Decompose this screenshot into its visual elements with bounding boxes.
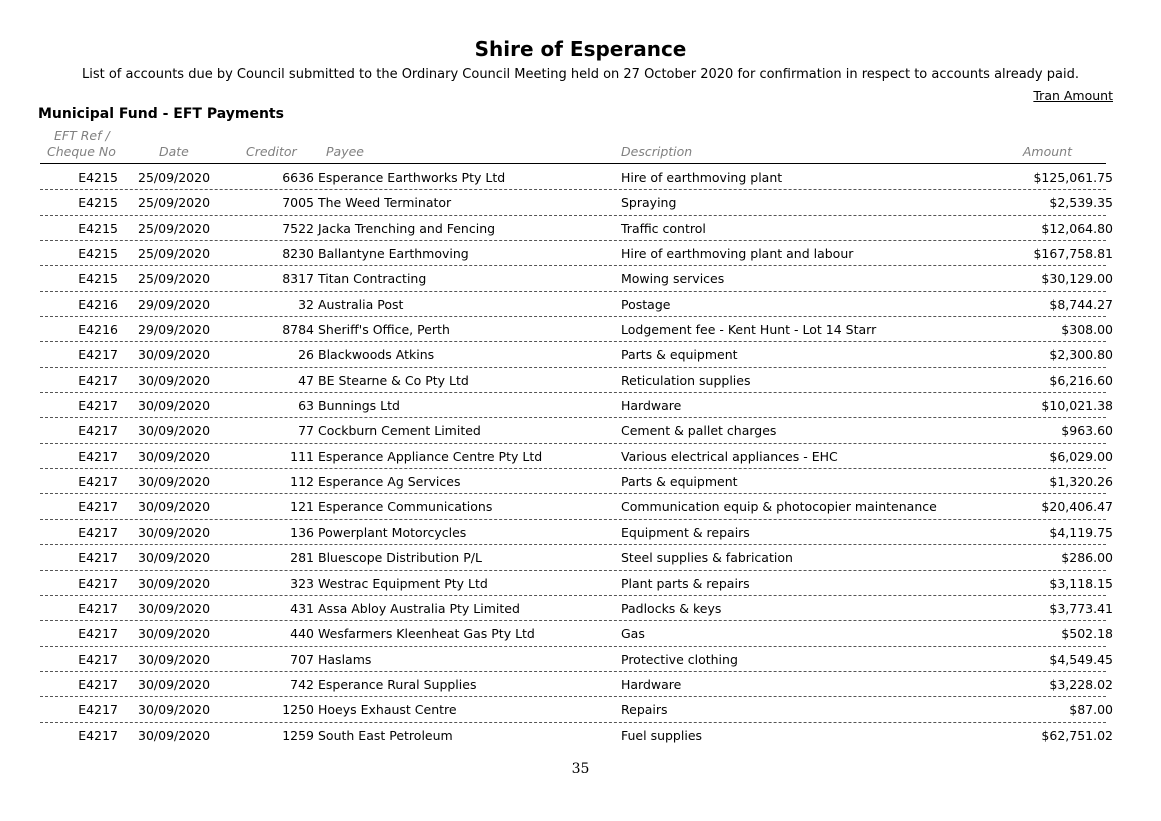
cell-amount: $30,129.00 bbox=[1041, 271, 1113, 287]
cell-eft-ref: E4217 bbox=[78, 499, 118, 515]
document-title: Shire of Esperance bbox=[474, 37, 687, 61]
cell-date: 25/09/2020 bbox=[138, 170, 211, 185]
cell-description: Reticulation supplies bbox=[621, 372, 751, 388]
cell-date: 30/09/2020 bbox=[138, 626, 211, 642]
table-row bbox=[0, 697, 1161, 722]
cell-description: Hire of earthmoving plant bbox=[621, 170, 783, 185]
column-header-creditor: Creditor bbox=[246, 144, 297, 159]
cell-payee: Powerplant Motorcycles bbox=[318, 524, 467, 540]
cell-payee: Esperance Ag Services bbox=[318, 474, 461, 490]
cell-description: Postage bbox=[621, 296, 671, 312]
table-row bbox=[0, 317, 1161, 342]
table-row bbox=[0, 190, 1161, 215]
cell-amount: $6,029.00 bbox=[1049, 448, 1113, 464]
cell-creditor: 1250 bbox=[282, 702, 314, 718]
cell-eft-ref: E4217 bbox=[78, 347, 118, 363]
cell-amount: $308.00 bbox=[1061, 322, 1113, 338]
cell-description: Plant parts & repairs bbox=[621, 575, 750, 591]
column-header-ref-line2: Cheque No bbox=[47, 144, 116, 159]
cell-payee: Esperance Earthworks Pty Ltd bbox=[318, 170, 506, 185]
cell-description: Repairs bbox=[621, 702, 668, 718]
cell-creditor: 707 bbox=[290, 651, 314, 667]
cell-date: 29/09/2020 bbox=[138, 296, 211, 312]
cell-eft-ref: E4217 bbox=[78, 651, 118, 667]
cell-creditor: 323 bbox=[290, 575, 314, 591]
cell-creditor: 8784 bbox=[282, 322, 314, 338]
table-row bbox=[0, 571, 1161, 596]
payments-table bbox=[0, 165, 1161, 748]
cell-description: Lodgement fee - Kent Hunt - Lot 14 Starr bbox=[621, 322, 877, 338]
cell-eft-ref: E4217 bbox=[78, 448, 118, 464]
cell-payee: Bluescope Distribution P/L bbox=[318, 550, 482, 566]
document-subtitle: List of accounts due by Council submitted to the Ordinary Council Meeting held on 27 October 2020 for confirmation in respect to accounts already paid. bbox=[82, 67, 1079, 82]
cell-description: Hardware bbox=[621, 676, 682, 692]
cell-creditor: 1259 bbox=[282, 727, 314, 743]
cell-payee: Esperance Communications bbox=[318, 499, 493, 515]
table-row bbox=[0, 444, 1161, 469]
cell-amount: $125,061.75 bbox=[1033, 170, 1113, 185]
cell-amount: $502.18 bbox=[1061, 626, 1113, 642]
cell-eft-ref: E4215 bbox=[78, 271, 118, 287]
cell-creditor: 8317 bbox=[282, 271, 314, 287]
column-header-ref-line1: EFT Ref / bbox=[54, 128, 110, 143]
cell-payee: Bunnings Ltd bbox=[318, 398, 400, 414]
table-row bbox=[0, 494, 1161, 519]
cell-description: Fuel supplies bbox=[621, 727, 703, 743]
cell-eft-ref: E4215 bbox=[78, 170, 118, 185]
cell-description: Parts & equipment bbox=[621, 347, 738, 363]
cell-amount: $286.00 bbox=[1061, 550, 1113, 566]
cell-payee: Jacka Trenching and Fencing bbox=[318, 220, 496, 236]
cell-creditor: 6636 bbox=[282, 170, 314, 185]
cell-date: 30/09/2020 bbox=[138, 550, 211, 566]
cell-payee: BE Stearne & Co Pty Ltd bbox=[318, 372, 469, 388]
table-row bbox=[0, 292, 1161, 317]
cell-amount: $87.00 bbox=[1069, 702, 1113, 718]
cell-eft-ref: E4217 bbox=[78, 702, 118, 718]
cell-payee: The Weed Terminator bbox=[318, 195, 452, 211]
cell-payee: Sheriff's Office, Perth bbox=[318, 322, 450, 338]
cell-amount: $2,300.80 bbox=[1049, 347, 1113, 363]
cell-payee: Cockburn Cement Limited bbox=[318, 423, 481, 439]
column-header-amount: Amount bbox=[1022, 144, 1072, 159]
cell-date: 30/09/2020 bbox=[138, 651, 211, 667]
cell-eft-ref: E4215 bbox=[78, 220, 118, 236]
table-row bbox=[0, 621, 1161, 646]
cell-creditor: 8230 bbox=[282, 246, 314, 262]
cell-payee: Esperance Rural Supplies bbox=[318, 676, 477, 692]
cell-amount: $4,549.45 bbox=[1049, 651, 1113, 667]
cell-date: 30/09/2020 bbox=[138, 575, 211, 591]
cell-eft-ref: E4217 bbox=[78, 398, 118, 414]
table-row bbox=[0, 723, 1161, 748]
cell-amount: $12,064.80 bbox=[1041, 220, 1113, 236]
table-row bbox=[0, 469, 1161, 494]
cell-amount: $3,228.02 bbox=[1049, 676, 1113, 692]
cell-description: Traffic control bbox=[621, 220, 706, 236]
cell-description: Equipment & repairs bbox=[621, 524, 750, 540]
cell-date: 25/09/2020 bbox=[138, 195, 211, 211]
cell-description: Parts & equipment bbox=[621, 474, 738, 490]
cell-description: Mowing services bbox=[621, 271, 725, 287]
tran-amount-label: Tran Amount bbox=[1033, 88, 1113, 103]
cell-amount: $3,773.41 bbox=[1049, 600, 1113, 616]
cell-payee: Wesfarmers Kleenheat Gas Pty Ltd bbox=[318, 626, 535, 642]
cell-description: Hire of earthmoving plant and labour bbox=[621, 246, 854, 262]
cell-description: Cement & pallet charges bbox=[621, 423, 777, 439]
cell-eft-ref: E4217 bbox=[78, 524, 118, 540]
cell-date: 30/09/2020 bbox=[138, 398, 211, 414]
cell-amount: $963.60 bbox=[1061, 423, 1113, 439]
cell-eft-ref: E4217 bbox=[78, 626, 118, 642]
cell-amount: $20,406.47 bbox=[1041, 499, 1113, 515]
page-number: 35 bbox=[571, 761, 590, 777]
table-row bbox=[0, 393, 1161, 418]
cell-date: 30/09/2020 bbox=[138, 727, 211, 743]
cell-eft-ref: E4216 bbox=[78, 322, 118, 338]
cell-payee: Hoeys Exhaust Centre bbox=[318, 702, 457, 718]
cell-description: Steel supplies & fabrication bbox=[621, 550, 793, 566]
cell-eft-ref: E4217 bbox=[78, 550, 118, 566]
cell-eft-ref: E4217 bbox=[78, 600, 118, 616]
table-row bbox=[0, 672, 1161, 697]
cell-description: Protective clothing bbox=[621, 651, 738, 667]
table-row bbox=[0, 596, 1161, 621]
cell-date: 30/09/2020 bbox=[138, 448, 211, 464]
cell-creditor: 281 bbox=[290, 550, 314, 566]
cell-amount: $10,021.38 bbox=[1041, 398, 1113, 414]
cell-date: 25/09/2020 bbox=[138, 220, 211, 236]
cell-payee: Haslams bbox=[318, 651, 372, 667]
cell-eft-ref: E4215 bbox=[78, 195, 118, 211]
cell-creditor: 47 bbox=[298, 372, 314, 388]
cell-payee: Ballantyne Earthmoving bbox=[318, 246, 469, 262]
cell-date: 30/09/2020 bbox=[138, 474, 211, 490]
cell-amount: $1,320.26 bbox=[1049, 474, 1113, 490]
cell-amount: $167,758.81 bbox=[1033, 246, 1113, 262]
cell-creditor: 7005 bbox=[282, 195, 314, 211]
column-header-payee: Payee bbox=[326, 144, 364, 159]
cell-amount: $6,216.60 bbox=[1049, 372, 1113, 388]
cell-date: 30/09/2020 bbox=[138, 372, 211, 388]
cell-date: 30/09/2020 bbox=[138, 524, 211, 540]
cell-date: 30/09/2020 bbox=[138, 600, 211, 616]
cell-creditor: 7522 bbox=[282, 220, 314, 236]
cell-payee: Titan Contracting bbox=[318, 271, 427, 287]
cell-amount: $8,744.27 bbox=[1049, 296, 1113, 312]
cell-creditor: 32 bbox=[298, 296, 314, 312]
table-row bbox=[0, 418, 1161, 443]
cell-description: Spraying bbox=[621, 195, 677, 211]
cell-amount: $2,539.35 bbox=[1049, 195, 1113, 211]
cell-creditor: 136 bbox=[290, 524, 314, 540]
table-row bbox=[0, 342, 1161, 367]
table-row bbox=[0, 165, 1161, 190]
cell-creditor: 63 bbox=[298, 398, 314, 414]
cell-creditor: 742 bbox=[290, 676, 314, 692]
cell-payee: Assa Abloy Australia Pty Limited bbox=[318, 600, 520, 616]
cell-date: 30/09/2020 bbox=[138, 423, 211, 439]
section-title: Municipal Fund - EFT Payments bbox=[38, 106, 284, 122]
table-row bbox=[0, 520, 1161, 545]
cell-payee: Westrac Equipment Pty Ltd bbox=[318, 575, 488, 591]
cell-eft-ref: E4215 bbox=[78, 246, 118, 262]
cell-date: 30/09/2020 bbox=[138, 499, 211, 515]
cell-payee: Esperance Appliance Centre Pty Ltd bbox=[318, 448, 543, 464]
cell-date: 25/09/2020 bbox=[138, 246, 211, 262]
cell-creditor: 111 bbox=[290, 448, 314, 464]
cell-description: Communication equip & photocopier maintenance bbox=[621, 499, 937, 515]
cell-description: Hardware bbox=[621, 398, 682, 414]
table-row bbox=[0, 368, 1161, 393]
header-divider bbox=[40, 163, 1106, 164]
cell-creditor: 431 bbox=[290, 600, 314, 616]
cell-creditor: 77 bbox=[298, 423, 314, 439]
cell-payee: Blackwoods Atkins bbox=[318, 347, 435, 363]
cell-creditor: 26 bbox=[298, 347, 314, 363]
cell-eft-ref: E4217 bbox=[78, 676, 118, 692]
cell-date: 30/09/2020 bbox=[138, 702, 211, 718]
cell-eft-ref: E4217 bbox=[78, 423, 118, 439]
cell-amount: $3,118.15 bbox=[1049, 575, 1113, 591]
table-row bbox=[0, 545, 1161, 570]
cell-creditor: 440 bbox=[290, 626, 314, 642]
table-row bbox=[0, 241, 1161, 266]
column-header-description: Description bbox=[621, 144, 693, 159]
table-row bbox=[0, 647, 1161, 672]
cell-amount: $4,119.75 bbox=[1049, 524, 1113, 540]
cell-eft-ref: E4217 bbox=[78, 727, 118, 743]
cell-description: Gas bbox=[621, 626, 645, 642]
cell-eft-ref: E4217 bbox=[78, 474, 118, 490]
cell-eft-ref: E4216 bbox=[78, 296, 118, 312]
cell-creditor: 121 bbox=[290, 499, 314, 515]
column-header-date: Date bbox=[159, 144, 189, 159]
cell-payee: Australia Post bbox=[318, 296, 404, 312]
cell-payee: South East Petroleum bbox=[318, 727, 453, 743]
cell-date: 30/09/2020 bbox=[138, 676, 211, 692]
cell-creditor: 112 bbox=[290, 474, 314, 490]
table-row bbox=[0, 216, 1161, 241]
cell-eft-ref: E4217 bbox=[78, 575, 118, 591]
cell-amount: $62,751.02 bbox=[1041, 727, 1113, 743]
cell-date: 25/09/2020 bbox=[138, 271, 211, 287]
cell-description: Padlocks & keys bbox=[621, 600, 722, 616]
table-row bbox=[0, 266, 1161, 291]
cell-date: 29/09/2020 bbox=[138, 322, 211, 338]
cell-eft-ref: E4217 bbox=[78, 372, 118, 388]
cell-date: 30/09/2020 bbox=[138, 347, 211, 363]
cell-description: Various electrical appliances - EHC bbox=[621, 448, 838, 464]
